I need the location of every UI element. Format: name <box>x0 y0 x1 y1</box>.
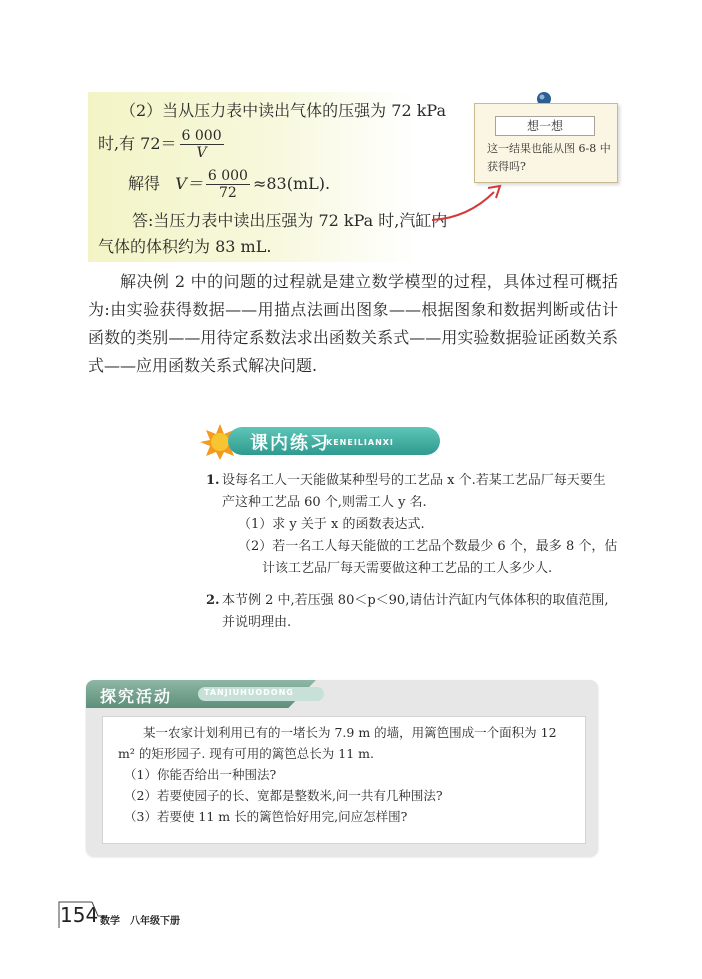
solution-equation <box>98 128 227 161</box>
solution-answer-line2: 气体的体积约为 83 mL. <box>98 237 272 256</box>
explore-content <box>118 722 576 827</box>
practice-subtitle: KENEILIANXI <box>326 438 394 447</box>
think-text: 这一结果也能从图 6-8 中获得吗? <box>487 142 611 173</box>
think-note <box>474 103 618 183</box>
practice-subitem: （2）若一名工人每天能做的工艺品个数最少 6 个，最多 8 个，估计该工艺品厂每天需要做这种工艺品的工人多少人. <box>238 539 618 576</box>
solve-prefix: 解得 <box>128 174 161 193</box>
practice-item-number: 1. <box>206 473 220 488</box>
explore-intro: 某一农家计划利用已有的一堵长为 7.9 m 的墙，用篱笆围成一个面积为 12 m² 的矩形园子. 现有可用的篱笆总长为 11 m. <box>118 725 557 761</box>
practice-list <box>206 470 618 644</box>
explore-question-1: （1）你能否给出一种围法? <box>124 767 277 782</box>
practice-item-number: 2. <box>206 593 220 608</box>
explore-question-2: （2）若要使园子的长、宽都是整数米,问一共有几种围法? <box>124 788 443 803</box>
solution-answer-line1: 答:当压力表中读出压强为 72 kPa 时,汽缸内 <box>132 211 448 230</box>
solution-solve <box>128 168 330 201</box>
fraction-6000-over-v: $\frac{6 000}{V}$ <box>181 128 222 161</box>
footer-book-title: 数学 八年级下册 <box>100 916 180 927</box>
fraction-6000-over-72: $\frac{6 000}{72}$ <box>207 168 248 201</box>
practice-title: 课内练习 <box>250 433 330 454</box>
explore-banner <box>86 680 316 708</box>
page-number-frame <box>58 900 106 930</box>
practice-item-text: 设每名工人一天能做某种型号的工艺品 x 个.若某工艺品厂每天要生产这种工艺品 60 个,则需工人 y 名. <box>222 473 606 510</box>
summary-text: 解决例 2 中的问题的过程就是建立数学模型的过程，具体过程可概括为:由实验获得数据——用描点法画出图象——根据图象和数据判断或估计函数的类别——用待定系数法求出函数关系式——用实验数据验证函数关系式——应用函数关系式解决问题. <box>88 272 618 375</box>
solve-var: V＝ <box>175 174 203 193</box>
practice-subitem: （1）求 y 关于 x 的函数表达式. <box>238 517 425 532</box>
practice-banner <box>200 427 440 459</box>
arrow-icon <box>428 176 518 226</box>
summary-paragraph <box>88 268 618 380</box>
solve-suffix: ≈83(mL). <box>252 174 331 193</box>
practice-item-2 <box>206 590 618 634</box>
explore-title: 探究活动 <box>100 687 173 706</box>
think-title: 想一想 <box>495 116 595 136</box>
explore-subtitle: TANJIUHUODONG <box>204 688 294 697</box>
explore-question-3: （3）若要使 11 m 长的篱笆恰好用完,问应怎样围? <box>124 809 408 824</box>
equation-prefix: 时,有 72＝ <box>98 134 177 153</box>
solution-part2: （2）当从压力表中读出气体的压强为 72 kPa <box>120 101 446 120</box>
practice-item-text: 本节例 2 中,若压强 80＜p＜90,请估计汽缸内气体体积的取值范围,并说明理由. <box>222 593 609 630</box>
practice-item-1 <box>206 470 618 580</box>
page-number: 154 <box>60 903 99 927</box>
